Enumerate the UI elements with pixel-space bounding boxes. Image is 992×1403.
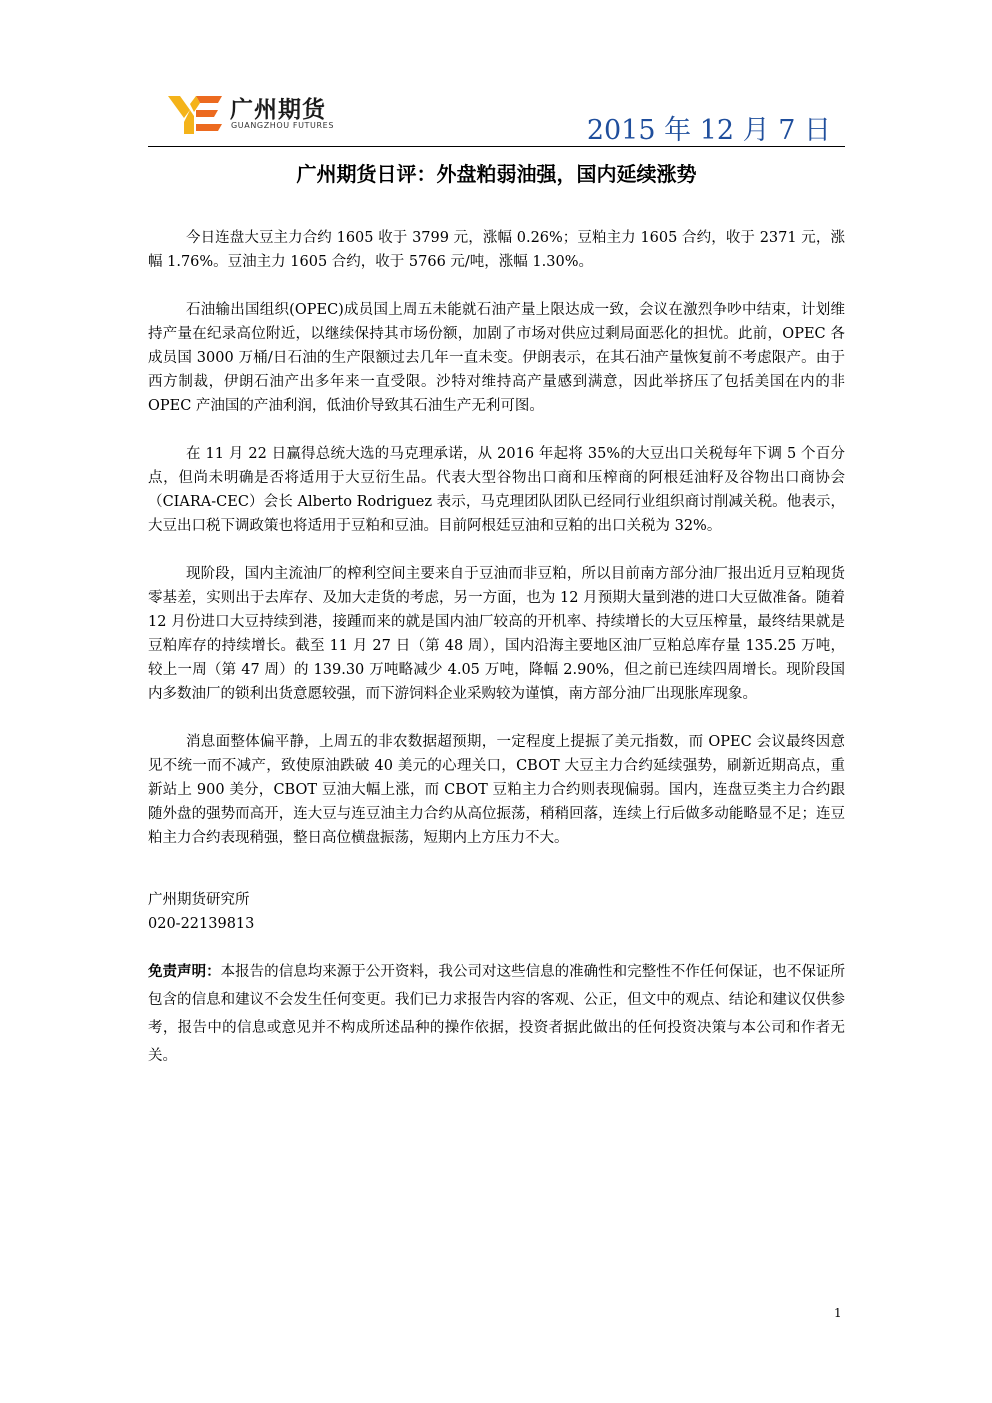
report-body bbox=[148, 226, 845, 1070]
paragraph-domestic-meal-stock: 现阶段，国内主流油厂的榨利空间主要来自于豆油而非豆粕，所以目前南方部分油厂报出近月豆粕现货零基差，实则出于去库存、及加大走货的考虑，另一方面，也为 12 月预期大量到港的进口大豆做准备。随着 12 月份进口大豆持续到港，接踵而来的就是国内油厂较高的开机率、持续增长的大豆压榨量，最终结果就是豆粕库存的持续增长。截至 11 月 27 日（第 48 周），国内沿海主要地区油厂豆粕总库存量 135.25 万吨，较上一周（第 47 周）的 139.30 万吨略减少 4.05 万吨，降幅 2.90%，但之前已连续四周增长。现阶段国内多数油厂的锁利出货意愿较强，而下游饲料企业采购较为谨慎，南方部分油厂出现胀库现象。 bbox=[148, 566, 845, 702]
disclaimer-text: 本报告的信息均来源于公开资料，我公司对这些信息的准确性和完整性不作任何保证，也不保证所包含的信息和建议不会发生任何变更。我们已力求报告内容的客观、公正，但文中的观点、结论和建议仅供参考，报告中的信息或意见并不构成所述品种的操作依据，投资者据此做出的任何投资决策与本公司和作者无关。 bbox=[148, 964, 845, 1064]
disclaimer-label: 免责声明： bbox=[148, 964, 221, 980]
contact-block bbox=[148, 888, 845, 936]
page-number: 1 bbox=[834, 1306, 842, 1320]
disclaimer bbox=[148, 958, 845, 1070]
logo-chinese-name: 广州期货 bbox=[230, 97, 326, 123]
report-title: 广州期货日评：外盘粕弱油强，国内延续涨势 bbox=[296, 162, 697, 186]
page-header bbox=[148, 80, 845, 147]
company-logo bbox=[166, 88, 356, 138]
report-date: 2015 年 12 月 7 日 bbox=[586, 115, 831, 146]
paragraph-market-close: 今日连盘大豆主力合约 1605 收于 3799 元，涨幅 0.26%；豆粕主力 1605 合约，收于 2371 元，涨幅 1.76%。豆油主力 1605 合约，收于 5766 元/吨，涨幅 1.30%。 bbox=[148, 230, 845, 270]
logo-english-name: GUANGZHOU FUTURES bbox=[231, 121, 334, 130]
contact-phone: 020-22139813 bbox=[148, 916, 255, 932]
paragraph-market-outlook: 消息面整体偏平静，上周五的非农数据超预期，一定程度上提振了美元指数，而 OPEC 会议最终因意见不统一而不减产，致使原油跌破 40 美元的心理关口，CBOT 大豆主力合约延续强势，刷新近期高点，重新站上 900 美分，CBOT 豆油大幅上涨，而 CBOT 豆粕主力合约则表现偏弱。国内，连盘豆类主力合约跟随外盘的强势而高开，连大豆与连豆油主力合约从高位振荡，稍稍回落，连续上行后做多动能略显不足；连豆粕主力合约表现稍强，整日高位横盘振荡，短期内上方压力不大。 bbox=[148, 734, 845, 846]
research-institute-name: 广州期货研究所 bbox=[148, 892, 250, 908]
paragraph-argentina-tariff: 在 11 月 22 日赢得总统大选的马克理承诺，从 2016 年起将 35%的大豆出口关税每年下调 5 个百分点，但尚未明确是否将适用于大豆衍生品。代表大型谷物出口商和压榨商的阿根廷油籽及谷物出口商协会（CIARA-CEC）会长 Alberto Rodriguez 表示，马克理团队团队已经同行业组织商讨削减关税。他表示，大豆出口税下调政策也将适用于豆粕和豆油。目前阿根廷豆油和豆粕的出口关税为 32%。 bbox=[148, 446, 845, 534]
paragraph-opec: 石油输出国组织(OPEC)成员国上周五未能就石油产量上限达成一致，会议在激烈争吵中结束，计划维持产量在纪录高位附近，以继续保持其市场份额，加剧了市场对供应过剩局面恶化的担忧。此前，OPEC 各成员国 3000 万桶/日石油的生产限额过去几年一直未变。伊朗表示，在其石油产量恢复前不考虑限产。由于西方制裁，伊朗石油产出多年来一直受限。沙特对维持高产量感到满意，因此举挤压了包括美国在内的非 OPEC 产油国的产油利润，低油价导致其石油生产无利可图。 bbox=[148, 302, 845, 414]
guangzhou-futures-logo-icon bbox=[166, 92, 224, 136]
